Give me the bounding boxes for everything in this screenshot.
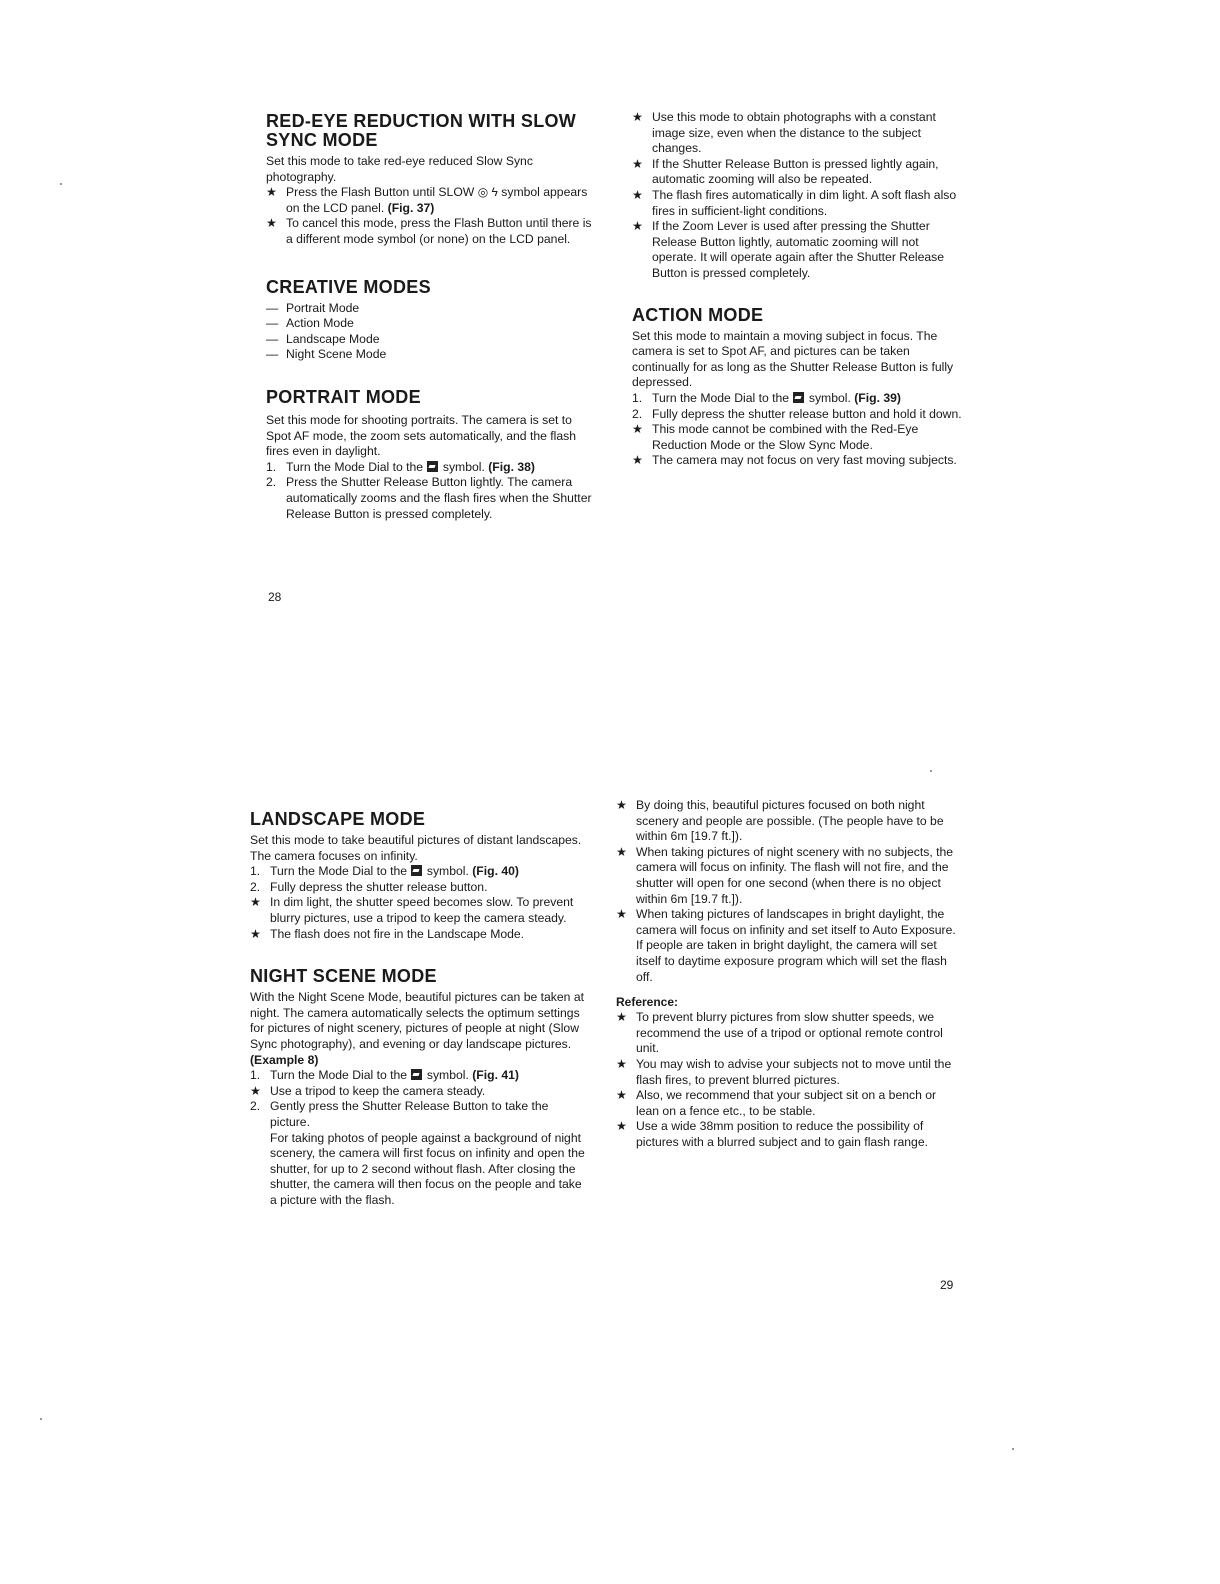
creative-modes-section: [266, 278, 600, 363]
figure-ref: (Fig. 39): [854, 390, 901, 405]
scan-speck: [930, 770, 932, 772]
list-item: 1. Turn the Mode Dial to the symbol. (Fig. 38): [266, 459, 535, 474]
star-bullet-icon: ★: [616, 844, 627, 859]
reference-section: [616, 995, 956, 1150]
star-bullet-icon: ★: [250, 895, 261, 910]
dash-bullet: —: [266, 331, 279, 346]
portrait-notes-list: [632, 110, 966, 282]
page-28-left-column: [266, 112, 600, 547]
portrait-mode-section: [266, 388, 600, 522]
night-steps: [250, 1068, 590, 1130]
list-item: 1. Turn the Mode Dial to the symbol. (Fig. 41): [250, 1068, 519, 1083]
action-mode-heading: ACTION MODE: [632, 304, 764, 325]
list-item: — Landscape Mode: [266, 331, 380, 346]
action-mode-section: [632, 306, 966, 469]
star-bullet-icon: ★: [266, 216, 277, 231]
star-bullet-icon: ★: [616, 1056, 627, 1071]
star-bullet-icon: ★: [632, 187, 643, 202]
star-bullet-icon: ★: [250, 1083, 261, 1098]
portrait-mode-icon: [427, 461, 438, 472]
portrait-mode-heading: PORTRAIT MODE: [266, 386, 421, 407]
red-eye-intro: Set this mode to take red-eye reduced Slow Sync photography.: [266, 154, 533, 184]
list-item: ★ Press the Flash Button until SLOW ◎ ϟ symbol appears on the LCD panel. (Fig. 37): [266, 185, 588, 215]
list-item: ★ You may wish to advise your subjects not to move until the flash fires, to prevent blurred pictures.: [616, 1056, 952, 1087]
page-number: 28: [268, 590, 282, 604]
landscape-steps: [250, 864, 590, 942]
landscape-intro-1: Set this mode to take beautiful pictures of distant landscapes.: [250, 833, 582, 847]
star-bullet-icon: ★: [616, 1010, 627, 1025]
dash-bullet: —: [266, 300, 279, 315]
star-bullet-icon: ★: [266, 185, 277, 200]
red-eye-section: [266, 112, 600, 248]
star-bullet-icon: ★: [616, 1119, 627, 1134]
action-steps: [632, 391, 966, 469]
landscape-intro-2: The camera focuses on infinity.: [250, 848, 418, 863]
list-item: ★ Use this mode to obtain photographs with a constant image size, even when the distance to the subject changes.: [632, 110, 936, 156]
page-number: 29: [940, 1278, 954, 1292]
dash-bullet: —: [266, 347, 279, 362]
list-item: ★ In dim light, the shutter speed becomes slow. To prevent blurry pictures, use a tripod to keep the camera steady.: [250, 895, 574, 925]
star-bullet-icon: ★: [632, 110, 643, 124]
page-28-right-column: [632, 110, 966, 469]
night-intro: With the Night Scene Mode, beautiful pictures can be taken at night. The camera automatically selects the optimum settings for pictures of night scenery, pictures of people at night (Slow Sync photography), and evening or day landscape pictures. (Example 8): [250, 990, 584, 1067]
list-item: ★ If the Shutter Release Button is pressed lightly again, automatic zooming will also be repeated.: [632, 156, 939, 187]
star-bullet-icon: ★: [632, 219, 643, 234]
red-eye-heading: RED-EYE REDUCTION WITH SLOW SYNC MODE: [266, 111, 577, 150]
daylight-note-continuation: If people are taken in bright daylight, the camera will set itself to daytime exposure program which will set the flash off.: [636, 938, 947, 984]
scan-speck: [60, 183, 62, 185]
night-scene-heading: NIGHT SCENE MODE: [250, 966, 437, 987]
page-29-right-column: [616, 798, 956, 1150]
star-bullet-icon: ★: [632, 453, 643, 468]
portrait-intro: Set this mode for shooting portraits. The camera is set to Spot AF mode, the zoom sets automatically, and the flash fires even in daylight.: [266, 412, 577, 459]
star-bullet-icon: ★: [616, 798, 627, 812]
landscape-mode-heading: LANDSCAPE MODE: [250, 809, 426, 829]
night-step2-continuation: For taking photos of people against a background of night scenery, the camera will first focus on infinity and open the shutter, for up to 2 second without flash. After closing the shutter, the camera will then focus on the people and take a picture with the flash.: [270, 1130, 585, 1207]
list-item: ★ By doing this, beautiful pictures focused on both night scenery and people are possible. (The people have to be within 6m [19.7 ft.]).: [616, 798, 944, 844]
creative-modes-heading: CREATIVE MODES: [266, 276, 431, 297]
list-item: ★ The flash fires automatically in dim light. A soft flash also fires in sufficient-light conditions.: [632, 187, 957, 218]
landscape-mode-section: [250, 810, 590, 942]
figure-ref: (Fig. 37): [387, 200, 435, 215]
figure-ref: (Fig. 41): [472, 1068, 519, 1083]
list-item: — Portrait Mode: [266, 300, 360, 315]
star-bullet-icon: ★: [632, 422, 643, 437]
list-item: — Action Mode: [266, 316, 354, 331]
reference-heading: Reference:: [616, 995, 679, 1010]
night-scene-icon: [411, 1069, 422, 1080]
example-ref: (Example 8): [250, 1052, 319, 1067]
list-item: ★ Use a wide 38mm position to reduce the possibility of pictures with a blurred subject and to gain flash range.: [616, 1119, 928, 1149]
list-item: ★ When taking pictures of landscapes in bright daylight, the camera will focus on infinity and set itself to Auto Exposure.: [616, 907, 956, 937]
reference-list: [616, 1010, 956, 1150]
list-item: ★ If the Zoom Lever is used after pressing the Shutter Release Button lightly, automatic zooming will not operate. It will operate again after the Shutter Release Button is pressed completely.: [632, 219, 945, 280]
creative-modes-list: [266, 301, 600, 363]
list-item: ★ When taking pictures of night scenery with no subjects, the camera will focus on infinity. The flash will not fire, and the shutter will open for one second (when there is no object within 6m [19.7 ft.]).: [616, 844, 954, 906]
star-bullet-icon: ★: [250, 926, 261, 941]
star-bullet-icon: ★: [616, 1088, 627, 1103]
list-item: — Night Scene Mode: [266, 347, 387, 362]
list-item: 2. Press the Shutter Release Button lightly. The camera automatically zooms and the flash fires when the Shutter Release Button is pressed completely.: [266, 475, 592, 521]
list-item: 2. Fully depress the shutter release button.: [250, 879, 488, 894]
list-item: 1. Turn the Mode Dial to the symbol. (Fig. 39): [632, 390, 901, 405]
star-bullet-icon: ★: [616, 907, 627, 922]
list-item: ★ To prevent blurry pictures from slow shutter speeds, we recommend the use of a tripod or optional remote control unit.: [616, 1010, 943, 1056]
landscape-mode-icon: [411, 865, 422, 876]
dash-bullet: —: [266, 316, 279, 331]
list-item: 2. Fully depress the shutter release button and hold it down.: [632, 406, 962, 421]
red-eye-icon: ◎ ϟ: [477, 185, 498, 200]
figure-ref: (Fig. 38): [488, 459, 535, 474]
list-item: 2. Gently press the Shutter Release Button to take the picture.: [250, 1099, 549, 1129]
action-mode-icon: [793, 392, 804, 403]
list-item: 1. Turn the Mode Dial to the symbol. (Fig. 40): [250, 864, 519, 879]
list-item: ★ The flash does not fire in the Landscape Mode.: [250, 926, 525, 941]
red-eye-list: [266, 185, 600, 247]
night-scene-section: [250, 967, 590, 1208]
page-29: [0, 792, 1220, 1584]
page-29-left-column: [250, 810, 590, 1208]
list-item: ★ Also, we recommend that your subject sit on a bench or lean on a fence etc., to be stable.: [616, 1088, 937, 1118]
list-item: ★ The camera may not focus on very fast moving subjects.: [632, 453, 957, 468]
portrait-steps: [266, 460, 600, 522]
star-bullet-icon: ★: [632, 156, 643, 171]
figure-ref: (Fig. 40): [472, 864, 519, 879]
list-item: ★ This mode cannot be combined with the Red-Eye Reduction Mode or the Slow Sync Mode.: [632, 422, 919, 452]
action-intro: Set this mode to maintain a moving subject in focus. The camera is set to Spot AF, and pictures can be taken continually for as long as the Shutter Release Button is fully depressed.: [632, 328, 954, 390]
list-item: ★ Use a tripod to keep the camera steady.: [250, 1083, 486, 1098]
list-item: ★ To cancel this mode, press the Flash Button until there is a different mode symbol (or none) on the LCD panel.: [266, 216, 592, 246]
night-notes-list: [616, 798, 956, 938]
